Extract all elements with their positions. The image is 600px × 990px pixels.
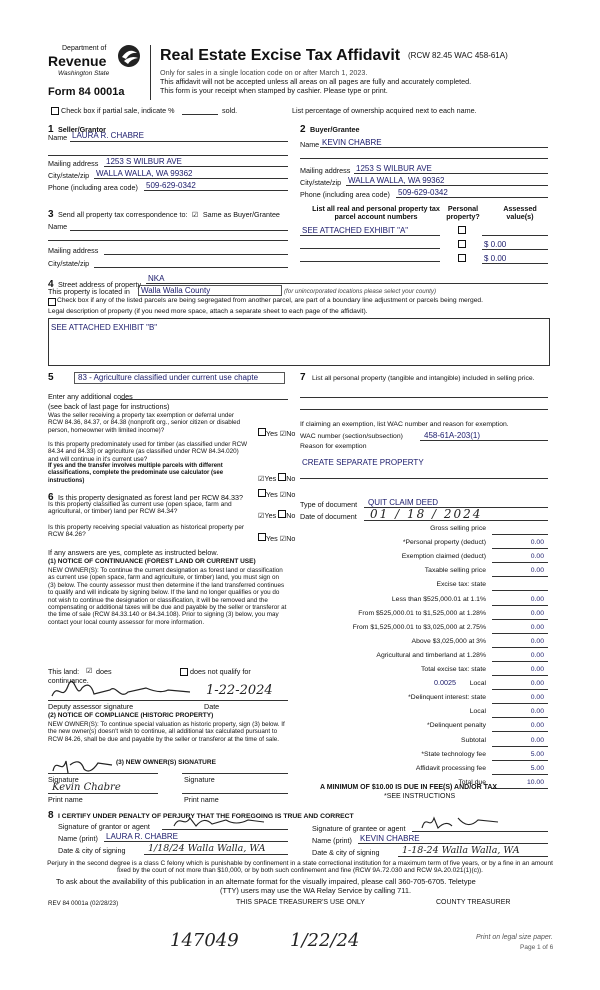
s5-q1-answer: Yes ☑No: [258, 428, 295, 438]
notice-3: This form is your receipt when stamped by cashier. Please type or print.: [160, 86, 388, 95]
dept-line1: Department of: [62, 45, 107, 52]
buyer-phone-label: Phone (including area code): [300, 190, 390, 199]
tax-row-underline: [492, 548, 548, 549]
tax-row-underline: [492, 605, 548, 606]
s5-q2-yes-checkbox[interactable]: ☑: [258, 474, 265, 483]
treasurer-space: THIS SPACE TREASURER'S USE ONLY: [236, 899, 365, 906]
local-rate: 0.0025: [434, 678, 456, 687]
s5-question-2: Is this property predominately used for timber (as classified under RCW 84.34 and 84.33) or agriculture (as classified under RCW 84.34.020) and will continue in it's current use?: [48, 441, 248, 463]
grantor-name[interactable]: LAURA R. CHABRE: [106, 832, 179, 841]
tax-row-label: *Delinquent interest: state: [408, 694, 486, 702]
minimum-note: A MINIMUM OF $10.00 IS DUE IN FEE(S) AND/OR TAX: [320, 784, 498, 791]
assessor-date: 1-22-2024: [206, 683, 273, 698]
revision: REV 84 0001a (02/28/23): [48, 900, 119, 907]
tax-row-label: Total due: [458, 778, 486, 786]
buyer-name-label: Name: [300, 140, 320, 149]
county-select[interactable]: Walla Walla County: [138, 285, 282, 296]
buyer-mailing-label: Mailing address: [300, 166, 351, 175]
tax-row: [300, 751, 548, 761]
stamp-date: 1/22/24: [290, 930, 360, 951]
s6-q3-answer: Yes ☑No: [258, 533, 295, 543]
partial-sale-label: Check box if partial sale, indicate %: [61, 106, 175, 115]
tax-row-label: *State technology fee: [421, 750, 486, 758]
tax-row-label: Local: [469, 708, 486, 716]
section4-heading: 4 Street address of property: [48, 279, 142, 290]
notice2-body: NEW OWNER(S): To continue special valuation as historic property, sign (3) below. If the new owner(s) doesn't wish to continue, all additional tax calculated pursuant to RCW 84.26, shall be due and payable by the seller or transferor at the time of sale.: [48, 721, 285, 743]
s6-q3-yes-checkbox[interactable]: [258, 533, 266, 541]
reason-label: Reason for exemption: [300, 443, 367, 450]
personal-checkbox-2[interactable]: [458, 240, 466, 248]
notice-1: Only for sales in a single location code on or after March 1, 2023.: [160, 68, 368, 77]
form-number: Form 84 0001a: [48, 86, 125, 98]
assessed-value-2[interactable]: $ 0.00: [484, 254, 507, 263]
s6-q2-yes-checkbox[interactable]: ☑: [258, 511, 265, 520]
county-treasurer: COUNTY TREASURER: [436, 899, 511, 906]
seller-section: 1 Seller/Grantor: [48, 124, 106, 135]
county-note: (for unincorporated locations please select your county): [284, 288, 437, 295]
owner-printed-name: Kevin Chabre: [52, 782, 121, 793]
buyer-section: 2 Buyer/Grantee: [300, 124, 360, 135]
tax-row: [300, 553, 548, 563]
does-checkbox[interactable]: ☑: [86, 666, 93, 675]
s5-question-2b: If yes and the transfer involves multiple parcels with different classifications, complete the predominate use calculator (see instructions): [48, 463, 224, 484]
assessed-value-1[interactable]: $ 0.00: [484, 240, 507, 249]
tax-row-underline: [492, 746, 548, 747]
s5-q2-no-checkbox[interactable]: [278, 473, 286, 481]
does-not-label: does not qualify for: [190, 667, 251, 676]
tax-row-underline: [492, 675, 548, 676]
sec3-name-label: Name: [48, 222, 68, 231]
seller-mailing-label: Mailing address: [48, 159, 99, 168]
buyer-phone[interactable]: 509-629-0342: [398, 188, 448, 197]
tax-row: [300, 567, 548, 577]
dept-line2: Revenue: [48, 53, 107, 69]
tax-row: [300, 596, 548, 606]
seller-mailing[interactable]: 1253 S WILBUR AVE: [106, 157, 182, 166]
continuance-label: continuance.: [48, 676, 89, 685]
tax-row-underline: [492, 562, 548, 563]
assessed-header: Assessed value(s): [503, 204, 537, 221]
legal-description-box[interactable]: [48, 318, 550, 366]
tax-row-label: *Personal property (deduct): [402, 539, 486, 547]
dept-line3: Washington State: [58, 70, 110, 77]
doc-type-label: Type of document: [300, 500, 358, 509]
tax-row-label: Excise tax: state: [436, 581, 486, 589]
s6-q1-answer: Yes ☑No: [258, 489, 295, 499]
ownership-note: List percentage of ownership acquired next to each name.: [292, 106, 477, 115]
tax-row: [300, 624, 548, 634]
s5-q1-no-checkbox[interactable]: ☑: [279, 429, 287, 438]
wac-number[interactable]: 458-61A-203(1): [424, 431, 481, 440]
tax-row: [300, 680, 548, 690]
tax-row-label: Local: [469, 680, 486, 688]
wac-label: WAC number (section/subsection): [300, 433, 403, 440]
tax-row-label: Subtotal: [461, 736, 486, 744]
s6-q1-no-checkbox[interactable]: ☑: [279, 490, 287, 499]
legal-label: Legal description of property (if you need more space, attach a separate sheet to each page of the affidavit).: [48, 308, 368, 315]
tax-row-value[interactable]: 0.00: [530, 722, 544, 730]
s5-question-1: Was the seller receiving a property tax exemption or deferral under RCW 84.36, 84.37, or 84.38 (nonprofit org., senior citizen or disabled person, homeowner with limited income)?: [48, 412, 241, 434]
stamp-number: 147049: [170, 930, 239, 951]
same-as-checkbox[interactable]: ☑: [191, 210, 199, 219]
grantor-date-city[interactable]: 1/18/24 Walla Walla, WA: [148, 843, 266, 854]
legal-description: SEE ATTACHED EXHIBIT "B": [51, 323, 158, 332]
tax-row-label: Agricultural and timberland at 1.28%: [376, 651, 486, 659]
exemption-text: If claiming an exemption, list WAC number and reason for exemption.: [300, 421, 509, 428]
grantor-sig-label: Signature of grantor or agent: [58, 822, 150, 831]
grantee-sig-label: Signature of grantee or agent: [312, 824, 406, 833]
owner2-signature-label: Signature: [184, 775, 215, 784]
s5-q1-yes-checkbox[interactable]: [258, 428, 266, 436]
tax-row: [300, 722, 548, 732]
buyer-name[interactable]: KEVIN CHABRE: [322, 138, 382, 147]
s5-q2-answer: ☑Yes No: [258, 474, 296, 483]
tax-row: [300, 737, 548, 747]
tax-row-underline: [492, 590, 548, 591]
assessor-date-label: Date: [204, 702, 220, 711]
tax-row-underline: [492, 619, 548, 620]
tax-row-underline: [492, 731, 548, 732]
tax-row-label: Affidavit processing fee: [415, 764, 486, 772]
exemption-reason[interactable]: CREATE SEPARATE PROPERTY: [302, 458, 424, 467]
tax-row-value[interactable]: 10.00: [526, 778, 544, 786]
seller-name[interactable]: LAURA R. CHABRE: [72, 131, 145, 140]
doc-date[interactable]: 01 / 18 / 2024: [370, 507, 483, 521]
notice1-head: (1) NOTICE OF CONTINUANCE (FOREST LAND OR CURRENT USE): [48, 558, 256, 565]
tax-row-underline: [492, 774, 548, 775]
form-title: Real Estate Excise Tax Affidavit: [160, 47, 401, 64]
section5-number: 5: [48, 372, 54, 383]
does-label: does: [96, 667, 112, 676]
section7-text: List all personal property (tangible and intangible) included in selling price.: [312, 375, 535, 382]
tax-row-value[interactable]: 0.00: [530, 694, 544, 702]
tax-row-label: From $1,525,000.01 to $3,025,000 at 2.75%: [352, 623, 486, 631]
tax-row: [300, 539, 548, 549]
seller-city-label: City/state/zip: [48, 171, 90, 180]
alt-format-line1: To ask about the availability of this publication in an alternate format for the visually impaired, please call 360-705-6705. Teletype: [56, 877, 476, 886]
revenue-swirl-icon: [116, 43, 142, 69]
personal-checkbox-3[interactable]: [458, 254, 466, 262]
owner-print-name-label: Print name: [48, 795, 83, 804]
tax-row-underline: [492, 576, 548, 577]
tax-row-value[interactable]: 0.00: [530, 651, 544, 659]
tax-row-label: Gross selling price: [430, 525, 486, 532]
partial-sale-checkbox[interactable]: [51, 107, 59, 115]
grantee-name[interactable]: KEVIN CHABRE: [360, 834, 420, 843]
tax-row-value[interactable]: 0.00: [530, 666, 544, 673]
tax-row: [300, 638, 548, 648]
county-label: This property is located in: [48, 287, 130, 296]
tax-row-underline: [492, 689, 548, 690]
grantor-signature-icon: [170, 812, 270, 830]
section7-number: 7: [300, 372, 306, 383]
section8-heading: 8 I CERTIFY UNDER PENALTY OF PERJURY THAT THE FOREGOING IS TRUE AND CORRECT: [48, 810, 354, 821]
tax-row-underline: [492, 788, 548, 789]
seller-city[interactable]: WALLA WALLA, WA 99362: [96, 169, 193, 178]
tax-row-value[interactable]: 5.00: [530, 764, 544, 772]
assessor-sig-label: Deputy assessor signature: [48, 702, 134, 711]
notice3-head: (3) NEW OWNER(S) SIGNATURE: [116, 759, 216, 766]
tax-row-value[interactable]: 0.00: [530, 623, 544, 631]
grantee-name-label: Name (print): [312, 836, 352, 845]
doc-date-label: Date of document: [300, 512, 357, 521]
segregated-checkbox[interactable]: [48, 298, 56, 306]
alt-format-line2: (TTY) users may use the WA Relay Service by calling 711.: [220, 886, 411, 895]
s6-question-2: Is this property classified as current use (open space, farm and agricultural, or timber) land per RCW 84.34?: [48, 501, 232, 516]
partial-sale-sold: sold.: [222, 106, 238, 115]
tax-row-underline: [492, 703, 548, 704]
tax-row-value[interactable]: 0.00: [530, 637, 544, 645]
land-use-select[interactable]: 83 - Agriculture classified under current use chapte: [74, 372, 285, 384]
personal-checkbox-1[interactable]: [458, 226, 466, 234]
tax-row-value[interactable]: 0.00: [530, 539, 544, 547]
tax-row-value[interactable]: 0.00: [530, 595, 544, 603]
tax-row-label: *Delinquent penalty: [427, 722, 486, 730]
owner-signature-label: Signature: [48, 775, 79, 784]
tax-row-value[interactable]: 0.00: [530, 567, 544, 575]
tax-row-label: Above $3,025,000 at 3%: [411, 637, 486, 645]
seller-phone-label: Phone (including area code): [48, 183, 138, 192]
s6-q1-yes-checkbox[interactable]: [258, 489, 266, 497]
s6-q2-no-checkbox[interactable]: [278, 510, 286, 518]
tax-row: [300, 581, 548, 591]
tax-row-label: Exemption claimed (deduct): [401, 553, 486, 561]
seller-name-label: Name: [48, 133, 68, 142]
grantee-signature-icon: [418, 812, 508, 832]
see-instructions: *SEE INSTRUCTIONS: [384, 793, 456, 800]
tax-row-underline: [492, 633, 548, 634]
section3-heading: 3 Send all property tax correspondence to: ☑ Same as Buyer/Grantee: [48, 209, 280, 220]
sec3-mailing-label: Mailing address: [48, 246, 99, 255]
tax-row-underline: [492, 647, 548, 648]
personal-header: Personal property?: [446, 204, 480, 221]
see-back-note: (see back of last page for instructions): [48, 402, 170, 411]
tax-row-label: From $525,000.01 to $1,525,000 at 1.28%: [358, 609, 486, 617]
tax-row-label: Less than $525,000.01 at 1.1%: [391, 595, 486, 603]
notice1-body: NEW OWNER(S): To continue the current designation as forest land or classification as current use (open space, farm and agriculture, or timber) land, you must sign on (3) below. The county assessor must then determine if the land transferred continues to qualify and will indicate by signing below. If the land no longer qualifies or you do not wish to continue the designation or classification, it will be removed and the compensating or additional taxes will be due and payable by the seller or transferor at the time of sale (RCW 84.33.140 or 84.34.108). Prior to signing (3) below, you may contact your local county assessor for more information.: [48, 567, 287, 626]
buyer-city[interactable]: WALLA WALLA, WA 99362: [348, 176, 445, 185]
notice2-head: (2) NOTICE OF COMPLIANCE (HISTORIC PROPERTY): [48, 712, 214, 719]
perjury-notice: Perjury in the second degree is a class C felony which is punishable by confinement in a state correctional institution for a maximum term of five years, or by a fine in an amount fixed by the court of not more than $10,000, or by both such confinement and fine (RCW 9A.72.030 and RCW 9A.20.021(1)(c)).: [47, 860, 553, 875]
additional-codes-label: Enter any additional codes: [48, 392, 133, 401]
tax-row-underline: [492, 534, 548, 535]
tax-row-value[interactable]: 0.00: [530, 736, 544, 744]
grantor-date-city-label: Date & city of signing: [58, 846, 126, 855]
street-address[interactable]: NKA: [148, 274, 165, 283]
tax-row: [300, 765, 548, 775]
tax-row: [300, 610, 548, 620]
tax-row: [300, 666, 548, 676]
segregated-label: Check box if any of the listed parcels are being segregated from another parcel, are part of a boundary line adjustment or parcels being merged.: [57, 297, 484, 304]
statute: (RCW 82.45 WAC 458-61A): [408, 51, 508, 60]
section6-q1: 6 Is this property designated as forest land per RCW 84.33?: [48, 492, 243, 503]
grantee-date-city-label: Date & city of signing: [312, 848, 380, 857]
tax-row-underline: [492, 760, 548, 761]
this-land-label: This land:: [48, 667, 80, 676]
tax-row-value[interactable]: 0.00: [530, 609, 544, 617]
tax-row: [300, 525, 548, 535]
if-yes-note: If any answers are yes, complete as instructed below.: [48, 548, 219, 557]
owner2-print-name-label: Print name: [184, 795, 219, 804]
tax-row-value[interactable]: 0.00: [530, 680, 544, 688]
tax-row-value[interactable]: 5.00: [530, 750, 544, 758]
s6-question-3: Is this property receiving special valuation as historical property per RCW 84.26?: [48, 524, 245, 539]
parcel-value[interactable]: SEE ATTACHED EXHIBIT "A": [302, 226, 409, 235]
dor-logo: [48, 45, 148, 83]
grantor-name-label: Name (print): [58, 834, 98, 843]
tax-row-underline: [492, 661, 548, 662]
does-not-checkbox[interactable]: [180, 668, 188, 676]
parcel-header: List all real and personal property tax parcel account numbers: [312, 204, 440, 221]
tax-row: [300, 708, 548, 718]
notice-2: This affidavit will not be accepted unless all areas on all pages are fully and accurately completed.: [160, 77, 472, 86]
sec3-city-label: City/state/zip: [48, 259, 90, 268]
grantee-date-city[interactable]: 1-18-24 Walla Walla, WA: [402, 845, 520, 856]
buyer-mailing[interactable]: 1253 S WILBUR AVE: [356, 164, 432, 173]
tax-row-value[interactable]: 0.00: [530, 553, 544, 561]
tax-row-underline: [492, 717, 548, 718]
tax-row: [300, 652, 548, 662]
tax-row: [300, 694, 548, 704]
doc-type[interactable]: QUIT CLAIM DEED: [368, 498, 439, 507]
seller-phone[interactable]: 509-629-0342: [146, 181, 196, 190]
tax-row-label: Taxable selling price: [424, 567, 486, 575]
s6-q3-no-checkbox[interactable]: ☑: [279, 534, 287, 543]
tax-row-value[interactable]: 0.00: [530, 708, 544, 716]
tax-row-label: Total excise tax: state: [421, 666, 486, 673]
legal-size-note: Print on legal size paper.: [476, 934, 553, 941]
page-number: Page 1 of 6: [520, 944, 554, 951]
buyer-city-label: City/state/zip: [300, 178, 342, 187]
s6-q2-answer: ☑Yes No: [258, 511, 296, 520]
